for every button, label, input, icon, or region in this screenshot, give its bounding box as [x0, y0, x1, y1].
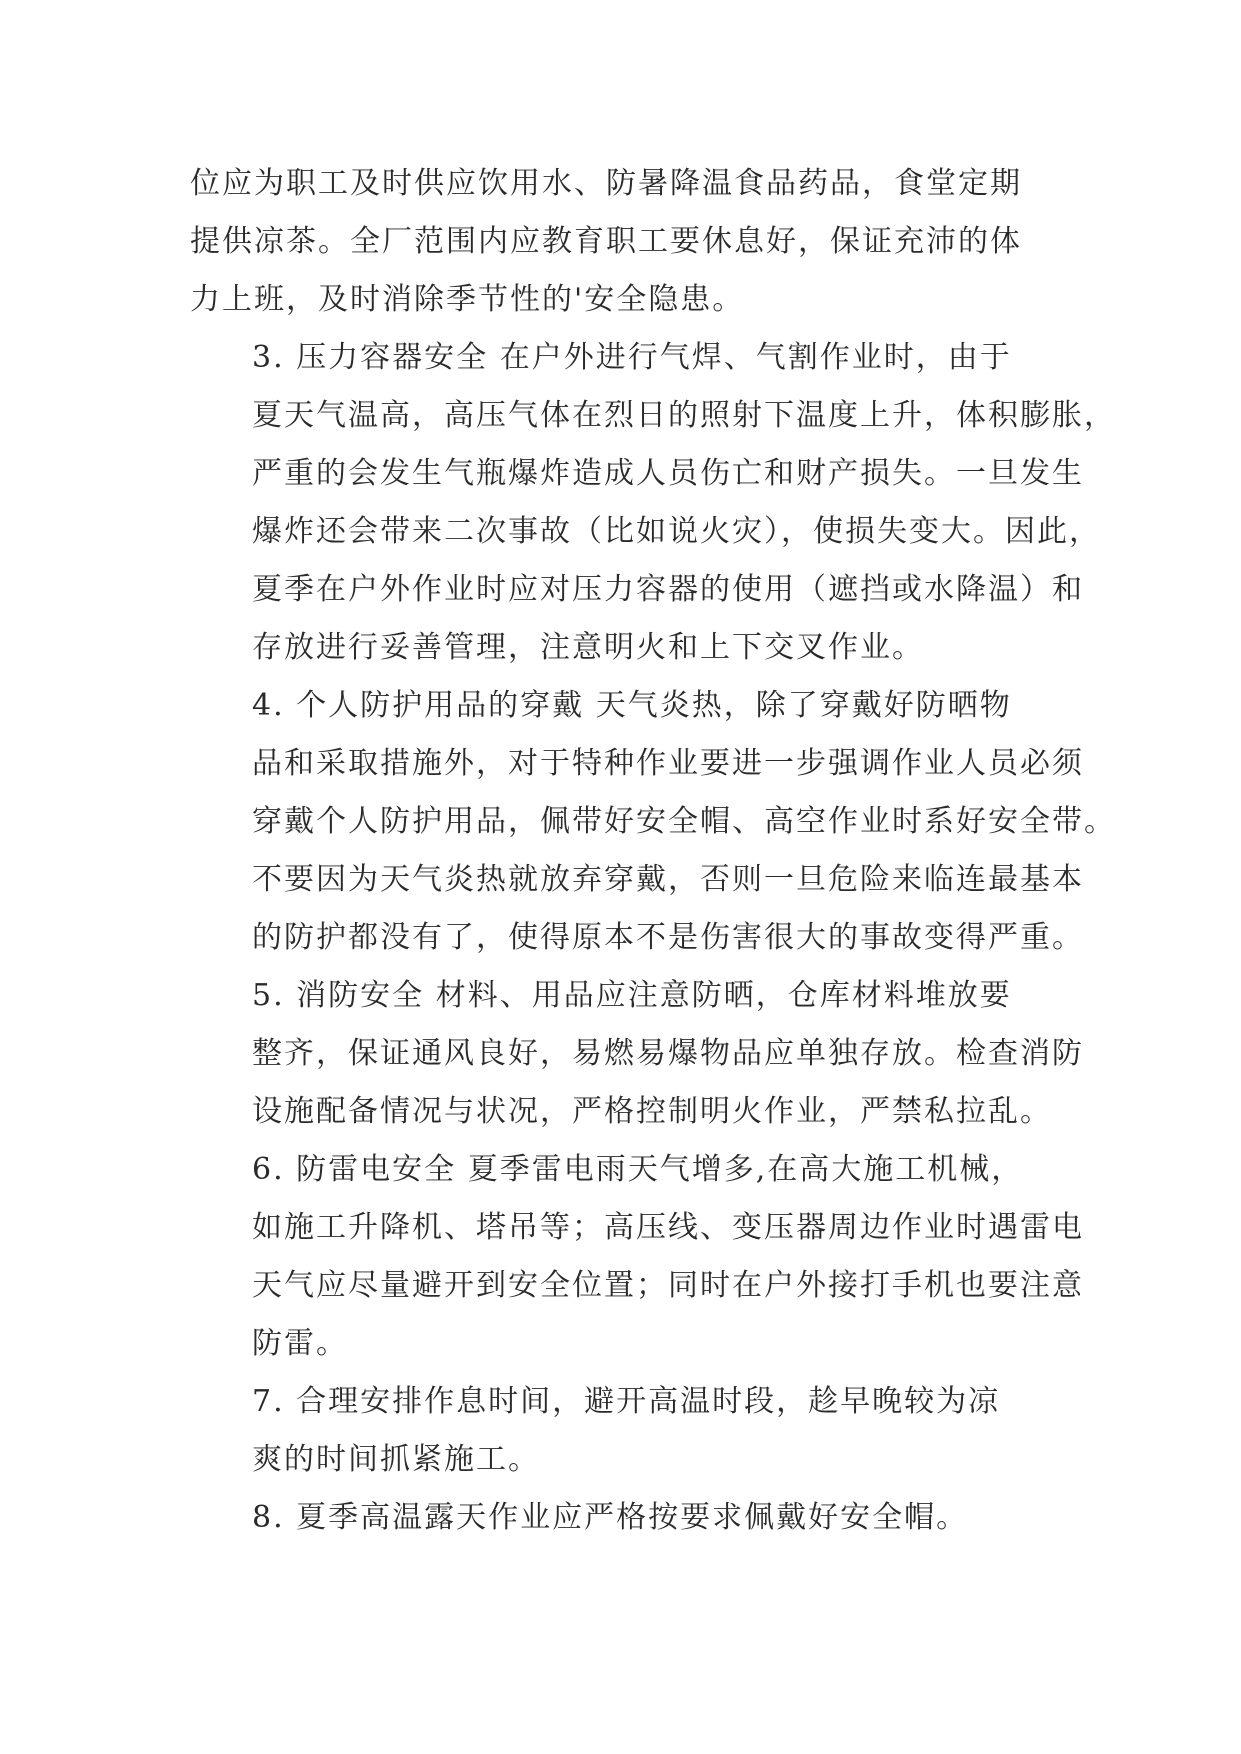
text-line: 8. 夏季高温露天作业应严格按要求佩戴好安全帽。 — [252, 1500, 969, 1535]
text-line: 4. 个人防护用品的穿戴 天气炎热，除了穿戴好防晒物 — [252, 688, 1012, 723]
paragraph-work-schedule — [190, 1373, 1070, 1489]
paragraph-pressure-vessel-safety — [190, 329, 1116, 677]
text-line: 穿戴个人防护用品，佩带好安全帽、高空作业时系好安全带。 — [252, 804, 1116, 839]
text-line: 如施工升降机、塔吊等；高压线、变压器周边作业时遇雷电 — [252, 1210, 1084, 1245]
text-line: 7. 合理安排作息时间，避开高温时段，趁早晚较为凉 — [252, 1384, 1001, 1419]
text-line: 力上班，及时消除季节性的'安全隐患。 — [190, 282, 745, 317]
text-line: 夏天气温高，高压气体在烈日的照射下温度上升，体积膨胀， — [252, 398, 1116, 433]
text-line: 提供凉茶。全厂范围内应教育职工要休息好，保证充沛的体 — [190, 224, 1022, 259]
text-line: 设施配备情况与状况，严格控制明火作业，严禁私拉乱。 — [252, 1094, 1052, 1129]
text-line: 严重的会发生气瓶爆炸造成人员伤亡和财产损失。一旦发生 — [252, 456, 1084, 491]
paragraph-lightning-safety — [190, 1141, 1084, 1373]
paragraph-heat-supplies — [190, 155, 1070, 329]
text-line: 6. 防雷电安全 夏季雷电雨天气增多,在高大施工机械， — [252, 1152, 1024, 1187]
text-line: 位应为职工及时供应饮用水、防暑降温食品药品，食堂定期 — [190, 166, 1022, 201]
text-line: 天气应尽量避开到安全位置；同时在户外接打手机也要注意 — [252, 1268, 1084, 1303]
paragraph-safety-helmet — [190, 1489, 1070, 1547]
text-line: 5. 消防安全 材料、用品应注意防晒，仓库材料堆放要 — [252, 978, 1012, 1013]
document-body — [190, 155, 1116, 1547]
paragraph-fire-safety — [190, 967, 1084, 1141]
text-line: 整齐，保证通风良好，易燃易爆物品应单独存放。检查消防 — [252, 1036, 1084, 1071]
text-line: 不要因为天气炎热就放弃穿戴，否则一旦危险来临连最基本 — [252, 862, 1084, 897]
text-line: 品和采取措施外，对于特种作业要进一步强调作业人员必须 — [252, 746, 1084, 781]
text-line: 夏季在户外作业时应对压力容器的使用（遮挡或水降温）和 — [252, 572, 1084, 607]
text-line: 的防护都没有了，使得原本不是伤害很大的事故变得严重。 — [252, 920, 1084, 955]
text-line: 3. 压力容器安全 在户外进行气焊、气割作业时，由于 — [252, 340, 1012, 375]
paragraph-protective-equipment — [190, 677, 1116, 967]
text-line: 爽的时间抓紧施工。 — [252, 1442, 540, 1477]
text-line: 爆炸还会带来二次事故（比如说火灾），使损失变大。因此， — [252, 514, 1101, 549]
text-line: 防雷。 — [252, 1326, 348, 1361]
text-line: 存放进行妥善管理，注意明火和上下交叉作业。 — [252, 630, 924, 665]
